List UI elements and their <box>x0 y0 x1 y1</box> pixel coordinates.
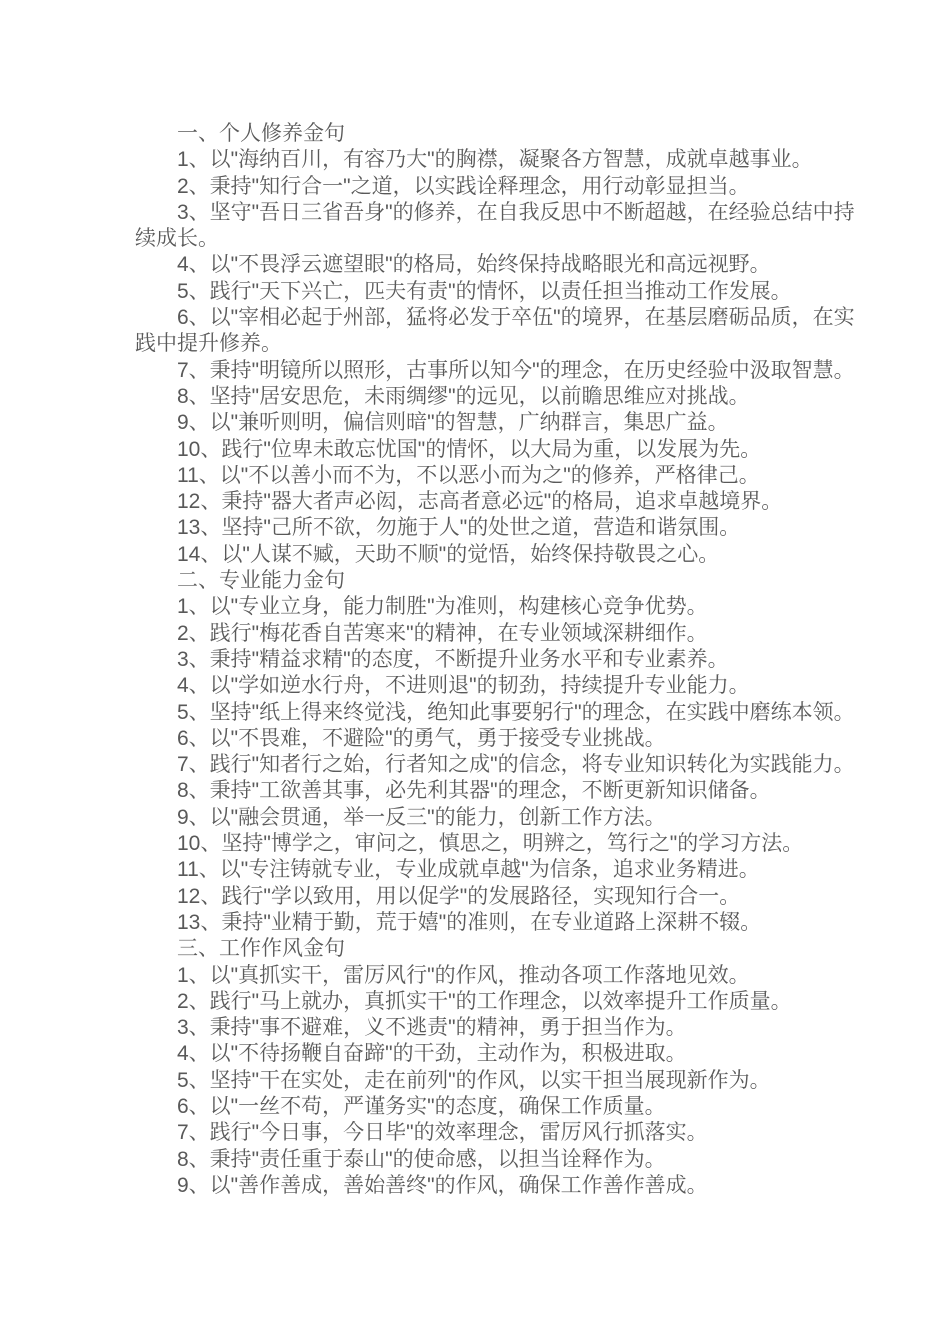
list-item: 7、秉持"明镜所以照形，古事所以知今"的理念，在历史经验中汲取智慧。 <box>177 358 855 382</box>
list-item: 13、坚持"己所不欲，勿施于人"的处世之道，营造和谐氛围。 <box>177 516 741 540</box>
list-item: 10、践行"位卑未敢忘忧国"的情怀，以大局为重，以发展为先。 <box>177 437 762 461</box>
list-item: 3、秉持"事不避难，义不逃责"的精神，勇于担当作为。 <box>177 1016 687 1040</box>
section-heading: 二、专业能力金句 <box>177 569 345 593</box>
list-item: 8、坚持"居安思危，未雨绸缪"的远见，以前瞻思维应对挑战。 <box>177 384 750 408</box>
list-item: 6、以"宰相必起于州部，猛将必发于卒伍"的境界，在基层磨砺品质，在实践中提升修养。 <box>135 306 855 356</box>
list-item: 1、以"海纳百川，有容乃大"的胸襟，凝聚各方智慧，成就卓越事业。 <box>177 148 813 172</box>
list-item: 4、以"学如逆水行舟，不进则退"的韧劲，持续提升专业能力。 <box>177 674 750 698</box>
list-item: 2、践行"马上就办，真抓实干"的工作理念，以效率提升工作质量。 <box>177 989 792 1013</box>
list-item: 14、以"人谋不臧，天助不顺"的觉悟，始终保持敬畏之心。 <box>177 542 720 566</box>
list-item: 4、以"不待扬鞭自奋蹄"的干劲，主动作为，积极进取。 <box>177 1042 687 1066</box>
list-item: 5、践行"天下兴亡，匹夫有责"的情怀，以责任担当推动工作发展。 <box>177 279 792 303</box>
list-item: 8、秉持"责任重于泰山"的使命感，以担当诠释作为。 <box>177 1147 666 1171</box>
list-item: 7、践行"知者行之始，行者知之成"的信念，将专业知识转化为实践能力。 <box>177 753 855 777</box>
list-item: 9、以"融会贯通，举一反三"的能力，创新工作方法。 <box>177 805 666 829</box>
list-item: 5、坚持"纸上得来终觉浅，绝知此事要躬行"的理念，在实践中磨练本领。 <box>177 700 855 724</box>
list-item: 11、以"专注铸就专业，专业成就卓越"为信条，追求业务精进。 <box>177 858 760 882</box>
list-item: 8、秉持"工欲善其事，必先利其器"的理念，不断更新知识储备。 <box>177 779 771 803</box>
list-item: 12、秉持"器大者声必闳，志高者意必远"的格局，追求卓越境界。 <box>177 490 783 514</box>
list-item: 13、秉持"业精于勤，荒于嬉"的准则，在专业道路上深耕不辍。 <box>177 910 762 934</box>
list-item: 1、以"专业立身，能力制胜"为准则，构建核心竞争优势。 <box>177 595 708 619</box>
list-item: 12、践行"学以致用，用以促学"的发展路径，实现知行合一。 <box>177 884 741 908</box>
list-item: 1、以"真抓实干，雷厉风行"的作风，推动各项工作落地见效。 <box>177 963 750 987</box>
list-item: 9、以"兼听则明，偏信则暗"的智慧，广纳群言，集思广益。 <box>177 411 729 435</box>
list-item: 6、以"一丝不苟，严谨务实"的态度，确保工作质量。 <box>177 1094 666 1118</box>
list-item: 2、秉持"知行合一"之道，以实践诠释理念，用行动彰显担当。 <box>177 174 750 198</box>
list-item: 10、坚持"博学之，审问之，慎思之，明辨之，笃行之"的学习方法。 <box>177 832 804 856</box>
list-item: 5、坚持"干在实处，走在前列"的作风，以实干担当展现新作为。 <box>177 1068 771 1092</box>
list-item: 3、坚守"吾日三省吾身"的修养，在自我反思中不断超越，在经验总结中持续成长。 <box>135 200 855 251</box>
list-item: 9、以"善作善成，善始善终"的作风，确保工作善作善成。 <box>177 1173 708 1197</box>
list-item: 7、践行"今日事，今日毕"的效率理念，雷厉风行抓落实。 <box>177 1121 708 1145</box>
section-heading: 三、工作作风金句 <box>177 937 345 961</box>
list-item: 4、以"不畏浮云遮望眼"的格局，始终保持战略眼光和高远视野。 <box>177 253 771 277</box>
list-item: 11、以"不以善小而不为，不以恶小而为之"的修养，严格律己。 <box>177 463 760 487</box>
list-item: 2、践行"梅花香自苦寒来"的精神，在专业领域深耕细作。 <box>177 621 708 645</box>
document-body <box>135 121 871 1199</box>
list-item: 3、秉持"精益求精"的态度，不断提升业务水平和专业素养。 <box>177 647 729 671</box>
list-item: 6、以"不畏难，不避险"的勇气，勇于接受专业挑战。 <box>177 726 666 750</box>
section-heading: 一、个人修养金句 <box>177 122 345 145</box>
